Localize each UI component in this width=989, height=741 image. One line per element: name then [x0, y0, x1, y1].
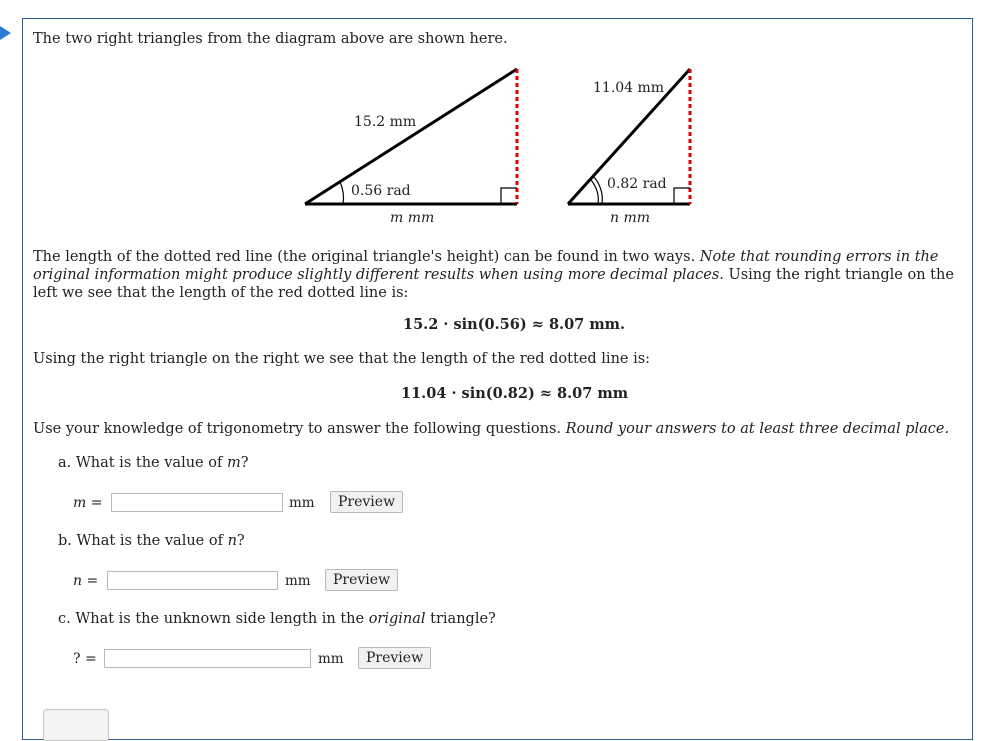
- equation-2: 11.04 · sin(0.82) ≈ 8.07 mm: [401, 385, 629, 402]
- triangles-diagram: [23, 19, 972, 239]
- instructions-text: Use your knowledge of trigonometry to answer the following questions. Round your answers to at least three decimal place.: [33, 421, 950, 437]
- answer-a-label: m =: [73, 495, 103, 511]
- answer-a-input[interactable]: [111, 493, 283, 512]
- preview-c-button[interactable]: Preview: [358, 647, 431, 669]
- explanation-paragraph-2: Using the right triangle on the right we see that the length of the red dotted line is:: [33, 351, 651, 367]
- right-base-label: n mm: [610, 210, 651, 226]
- answer-b-unit: mm: [285, 573, 311, 589]
- question-b-prompt: b. What is the value of n?: [58, 533, 245, 549]
- preview-b-button[interactable]: Preview: [325, 569, 398, 591]
- answer-b-input[interactable]: [107, 571, 278, 590]
- question-a-prompt: a. What is the value of m?: [58, 455, 249, 471]
- answer-b-label: n =: [73, 573, 99, 589]
- submit-button-partial[interactable]: [43, 709, 109, 741]
- left-hypotenuse-line: [305, 69, 517, 204]
- preview-a-button[interactable]: Preview: [330, 491, 403, 513]
- left-right-angle-mark: [501, 188, 517, 204]
- equation-1: 15.2 · sin(0.56) ≈ 8.07 mm.: [403, 316, 626, 333]
- answer-c-unit: mm: [318, 651, 344, 667]
- answer-c-label: ? =: [73, 651, 97, 667]
- right-angle-arc-1: [590, 179, 598, 204]
- left-base-label: m mm: [390, 210, 435, 226]
- answer-c-input[interactable]: [104, 649, 311, 668]
- left-hyp-label: 15.2 mm: [354, 114, 417, 130]
- right-angle-arc-2: [593, 176, 602, 204]
- expand-arrow-icon[interactable]: [0, 26, 11, 40]
- question-panel: [22, 18, 973, 740]
- explanation-paragraph: The length of the dotted red line (the original triangle's height) can be found in two ways. Note that rounding errors in the original information might produce slightly different results when using more decimal places. Using the right triangle on the left we see that the length of the red dotted line is:: [33, 249, 954, 301]
- right-hyp-label: 11.04 mm: [593, 80, 665, 96]
- right-right-angle-mark: [674, 188, 690, 204]
- left-angle-arc: [340, 182, 343, 204]
- question-c-prompt: c. What is the unknown side length in the original triangle?: [58, 611, 496, 627]
- left-angle-label: 0.56 rad: [351, 183, 411, 199]
- answer-a-unit: mm: [289, 495, 315, 511]
- intro-text: The two right triangles from the diagram above are shown here.: [33, 31, 508, 47]
- right-angle-label: 0.82 rad: [607, 176, 667, 192]
